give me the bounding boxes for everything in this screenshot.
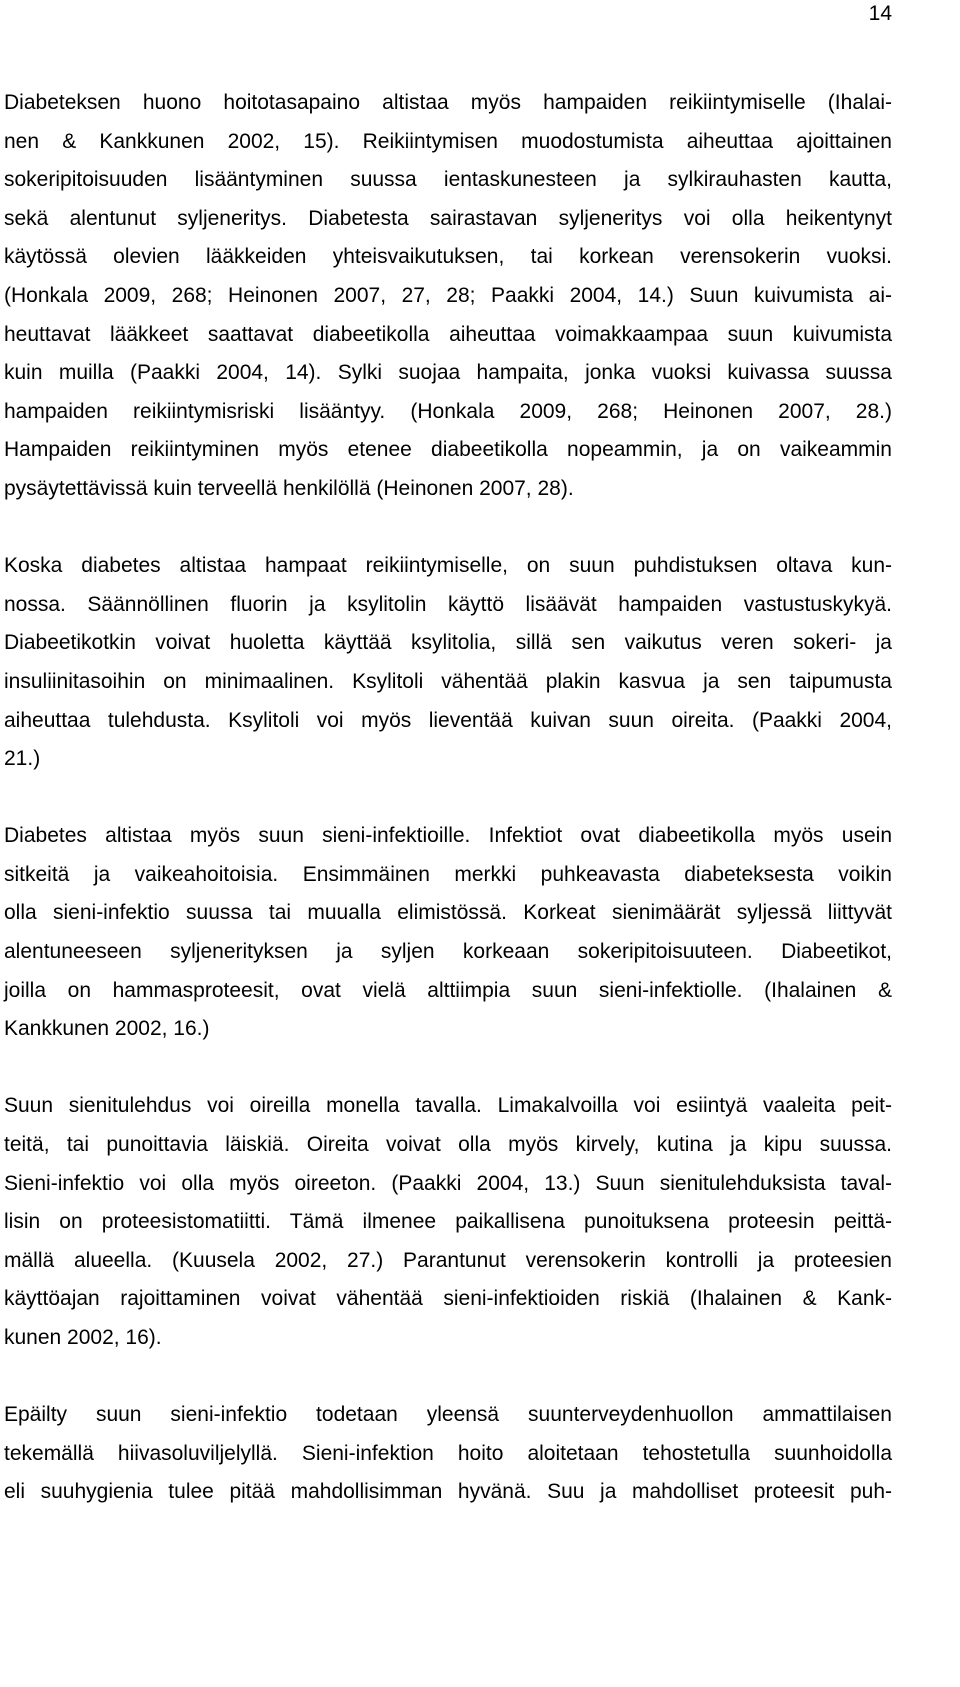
text-line: eli suuhygienia tulee pitää mahdollisimman hyvänä. Suu ja mahdolliset proteesit puh- [4,1480,892,1504]
text-line: Suun sienitulehdus voi oireilla monella tavalla. Limakalvoilla voi esiintyä vaaleita peit- [4,1094,892,1118]
text-line: (Honkala 2009, 268; Heinonen 2007, 27, 28; Paakki 2004, 14.) Suun kuivumista ai- [4,283,892,307]
paragraph-caries [4,84,892,509]
text-line: teitä, tai punoittavia läiskiä. Oireita voivat olla myös kirvely, kutina ja kipu suussa. [4,1133,892,1157]
text-line: mällä alueella. (Kuusela 2002, 27.) Parantunut verensokerin kontrolli ja proteesien [4,1248,892,1272]
paragraph-diagnosis [4,1396,892,1512]
text-line: Kankkunen 2002, 16.) [4,1017,210,1041]
text-line: Diabetes altistaa myös suun sieni-infektioille. Infektiot ovat diabeetikolla myös usein [4,824,892,848]
text-line: kuin muilla (Paakki 2004, 14). Sylki suojaa hampaita, jonka vuoksi kuivassa suussa [4,361,892,385]
text-line: joilla on hammasproteesit, ovat vielä alttiimpia suun sieni-infektiolle. (Ihalainen & [4,978,892,1002]
text-line: Diabeteksen huono hoitotasapaino altistaa myös hampaiden reikiintymiselle (Ihalai- [4,91,892,114]
paragraph-fungal-infections [4,817,892,1049]
text-line: sitkeitä ja vaikeahoitoisia. Ensimmäinen merkki puhkeavasta diabeteksesta voikin [4,862,892,886]
text-line: olla sieni-infektio suussa tai muualla elimistössä. Korkeat sienimäärät syljessä liittyvät [4,901,892,925]
text-line: kunen 2002, 16). [4,1326,162,1349]
text-line: tekemällä hiivasoluviljelyllä. Sieni-infektion hoito aloitetaan tehostetulla suunhoidolla [4,1441,892,1465]
text-line: lisin on proteesistomatiitti. Tämä ilmenee paikallisena punoituksena proteesin peittä- [4,1210,892,1234]
text-line: pysäytettävissä kuin terveellä henkilöllä (Heinonen 2007, 28). [4,476,574,500]
document-body [4,84,892,1512]
text-line: insuliinitasoihin on minimaalinen. Ksylitoli vähentää plakin kasvua ja sen taipumusta [4,669,892,693]
text-line: Epäilty suun sieni-infektio todetaan yleensä suunterveydenhuollon ammattilaisen [4,1403,892,1427]
text-line: Koska diabetes altistaa hampaat reikiintymiselle, on suun puhdistuksen oltava kun- [4,554,892,578]
text-line: heuttavat lääkkeet saattavat diabeetikolla aiheuttaa voimakkaampaa suun kuivumista [4,322,892,346]
text-line: käyttöajan rajoittaminen voivat vähentää sieni-infektioiden riskiä (Ihalainen & Kank- [4,1287,892,1311]
text-line: 21.) [4,747,41,771]
text-line: nossa. Säännöllinen fluorin ja ksylitolin käyttö lisäävät hampaiden vastustuskykyä. [4,592,892,616]
text-line: Hampaiden reikiintyminen myös etenee diabeetikolla nopeammin, ja on vaikeammin [4,438,892,462]
text-line: käytössä olevien lääkkeiden yhteisvaikutuksen, tai korkean verensokerin vuoksi. [4,245,892,269]
text-line: aiheuttaa tulehdusta. Ksylitoli voi myös lieventää kuivan suun oireita. (Paakki 2004, [4,708,892,732]
paragraph-xylitol [4,547,892,779]
text-line: Sieni-infektio voi olla myös oireeton. (Paakki 2004, 13.) Suun sienitulehduksista taval- [4,1171,892,1195]
text-line: alentuneeseen syljenerityksen ja syljen korkeaan sokeripitoisuuteen. Diabeetikot, [4,940,892,964]
page-number: 14 [868,2,892,25]
text-line: nen & Kankkunen 2002, 15). Reikiintymisen muodostumista aiheuttaa ajoittainen [4,129,892,153]
text-line: hampaiden reikiintymisriski lisääntyy. (Honkala 2009, 268; Heinonen 2007, 28.) [4,399,892,423]
paragraph-symptoms [4,1087,892,1357]
text-line: sekä alentunut syljeneritys. Diabetesta sairastavan syljeneritys voi olla heikentynyt [4,206,892,230]
text-line: Diabeetikotkin voivat huoletta käyttää ksylitolia, sillä sen vaikutus veren sokeri- ja [4,631,892,655]
text-line: sokeripitoisuuden lisääntyminen suussa ientaskunesteen ja sylkirauhasten kautta, [4,168,892,192]
